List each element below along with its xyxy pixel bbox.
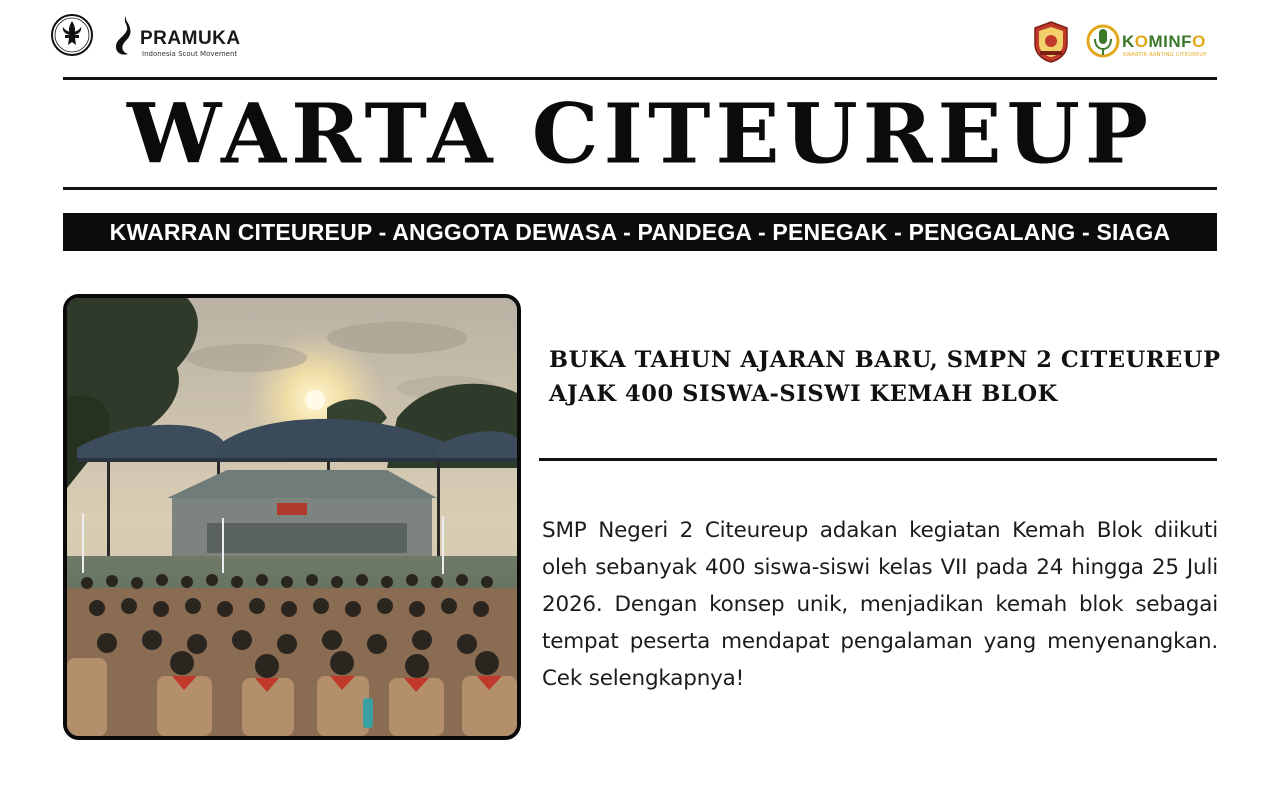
masthead-title: WARTA CITEUREUP — [127, 84, 1153, 182]
shield-badge-icon — [1032, 20, 1070, 64]
kominfo-letters-minf: MINF — [1148, 32, 1193, 51]
article-headline — [549, 343, 1229, 411]
article-body: SMP Negeri 2 Citeureup adakan kegiatan Kemah Blok diikuti oleh sebanyak 400 siswa-siswi kelas VII pada 24 hingga 25 Juli 2026. Dengan konsep unik, menjadikan kemah blok sebagai tempat peserta mendapat pengalaman yang menyenangkan. Cek selengkapnya! — [542, 518, 1218, 691]
headline-line-2: AJAK 400 SISWA-SISWI KEMAH BLOK — [549, 381, 1058, 407]
kominfo-logo — [1086, 24, 1212, 64]
kominfo-tagline: KWARTIR RANTING CITEUREUP — [1123, 52, 1207, 58]
pramuka-logo — [112, 14, 242, 60]
kominfo-letter-k: K — [1122, 32, 1135, 51]
kominfo-letter-o: O — [1134, 32, 1149, 51]
masthead-top-rule — [63, 77, 1217, 80]
headline-line-1: BUKA TAHUN AJARAN BARU, SMPN 2 CITEUREUP — [549, 347, 1221, 373]
scout-emblem-icon — [50, 13, 94, 57]
masthead-bottom-rule — [63, 187, 1217, 190]
category-bar: KWARRAN CITEUREUP - ANGGOTA DEWASA - PANDEGA - PENEGAK - PENGGALANG - SIAGA — [63, 213, 1217, 251]
pramuka-wordmark: PRAMUKA — [140, 28, 241, 49]
article-divider — [539, 458, 1217, 461]
pramuka-tagline: Indonesia Scout Movement — [142, 50, 238, 58]
microphone-icon — [1086, 24, 1120, 60]
kominfo-letter-o-end: O — [1192, 32, 1206, 51]
scout-assembly-photo — [63, 294, 521, 740]
pramuka-bird-icon — [112, 14, 142, 58]
